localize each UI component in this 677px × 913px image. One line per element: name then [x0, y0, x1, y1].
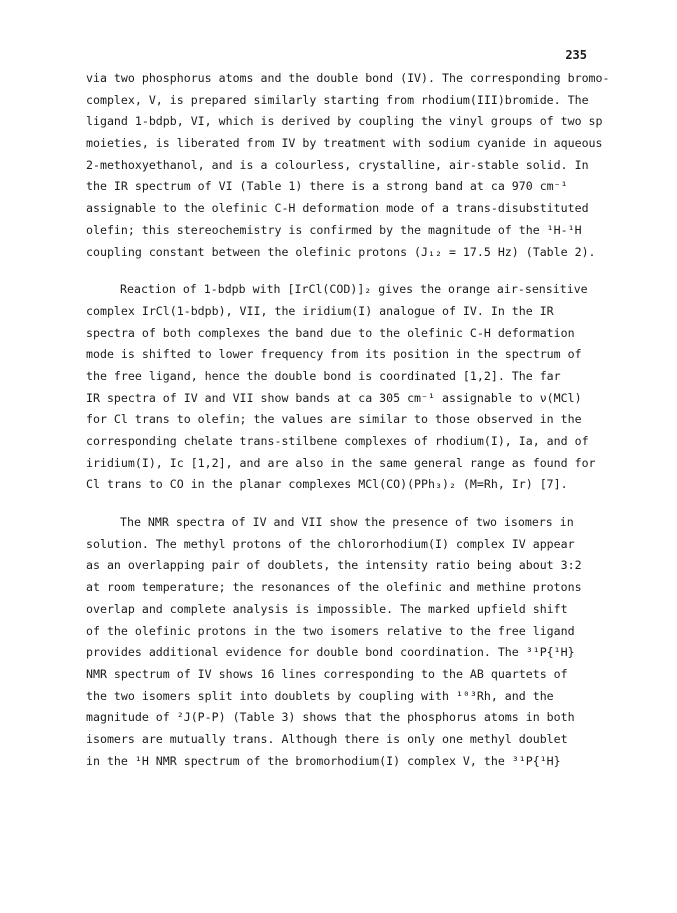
text-line: ligand 1-bdpb, VI, which is derived by coupling the vinyl groups of two sp [86, 114, 603, 129]
text-line: Cl trans to CO in the planar complexes MCl(CO)(PPh₃)₂ (M=Rh, Ir) [7]. [86, 477, 568, 492]
text-line: 2-methoxyethanol, and is a colourless, crystalline, air-stable solid. In [86, 157, 589, 172]
text-line: assignable to the olefinic C-H deformation mode of a trans-disubstituted [86, 201, 589, 216]
text-line: in the ¹H NMR spectrum of the bromorhodium(I) complex V, the ³¹P{¹H} [86, 753, 561, 768]
text-line: the IR spectrum of VI (Table 1) there is a strong band at ca 970 cm⁻¹ [86, 179, 568, 194]
body-text [86, 68, 610, 772]
text-line: overlap and complete analysis is impossible. The marked upfield shift [86, 601, 568, 616]
text-line: spectra of both complexes the band due to the olefinic C-H deformation [86, 325, 575, 340]
text-line: provides additional evidence for double bond coordination. The ³¹P{¹H} [86, 645, 575, 660]
text-line: moieties, is liberated from IV by treatment with sodium cyanide in aqueous [86, 136, 603, 151]
paragraph [86, 279, 596, 496]
text-line: The NMR spectra of IV and VII show the presence of two isomers in [120, 515, 574, 530]
text-line: IR spectra of IV and VII show bands at ca 305 cm⁻¹ assignable to ν(MCl) [86, 390, 582, 405]
text-line: at room temperature; the resonances of the olefinic and methine protons [86, 580, 582, 595]
text-line: iridium(I), Ic [1,2], and are also in the same general range as found for [86, 455, 596, 470]
text-line: coupling constant between the olefinic protons (J₁₂ = 17.5 Hz) (Table 2). [86, 244, 596, 259]
text-line: mode is shifted to lower frequency from its position in the spectrum of [86, 347, 582, 362]
paragraph [86, 68, 610, 263]
text-line: Reaction of 1-bdpb with [IrCl(COD)]₂ gives the orange air-sensitive [120, 282, 588, 297]
text-line: the free ligand, hence the double bond is coordinated [1,2]. The far [86, 368, 561, 383]
text-line: magnitude of ²J(P-P) (Table 3) shows that the phosphorus atoms in both [86, 710, 575, 725]
text-line: solution. The methyl protons of the chlororhodium(I) complex IV appear [86, 536, 575, 551]
text-line: complex IrCl(1-bdpb), VII, the iridium(I) analogue of IV. In the IR [86, 303, 554, 318]
text-line: NMR spectrum of IV shows 16 lines corresponding to the AB quartets of [86, 666, 568, 681]
text-line: isomers are mutually trans. Although there is only one methyl doublet [86, 731, 568, 746]
text-line: for Cl trans to olefin; the values are similar to those observed in the [86, 412, 582, 427]
paragraph [86, 512, 587, 772]
text-line: the two isomers split into doublets by coupling with ¹⁰³Rh, and the [86, 688, 554, 703]
text-line: via two phosphorus atoms and the double bond (IV). The corresponding bromo- [86, 71, 610, 85]
text-line: corresponding chelate trans-stilbene complexes of rhodium(I), Ia, and of [86, 434, 589, 448]
page-number: 235 [565, 48, 587, 62]
text-line: complex, V, is prepared similarly starting from rhodium(III)bromide. The [86, 92, 589, 107]
text-line: as an overlapping pair of doublets, the intensity ratio being about 3:2 [86, 558, 582, 573]
text-line: of the olefinic protons in the two isomers relative to the free ligand [86, 623, 575, 638]
text-line: olefin; this stereochemistry is confirmed by the magnitude of the ¹H-¹H [86, 222, 582, 237]
